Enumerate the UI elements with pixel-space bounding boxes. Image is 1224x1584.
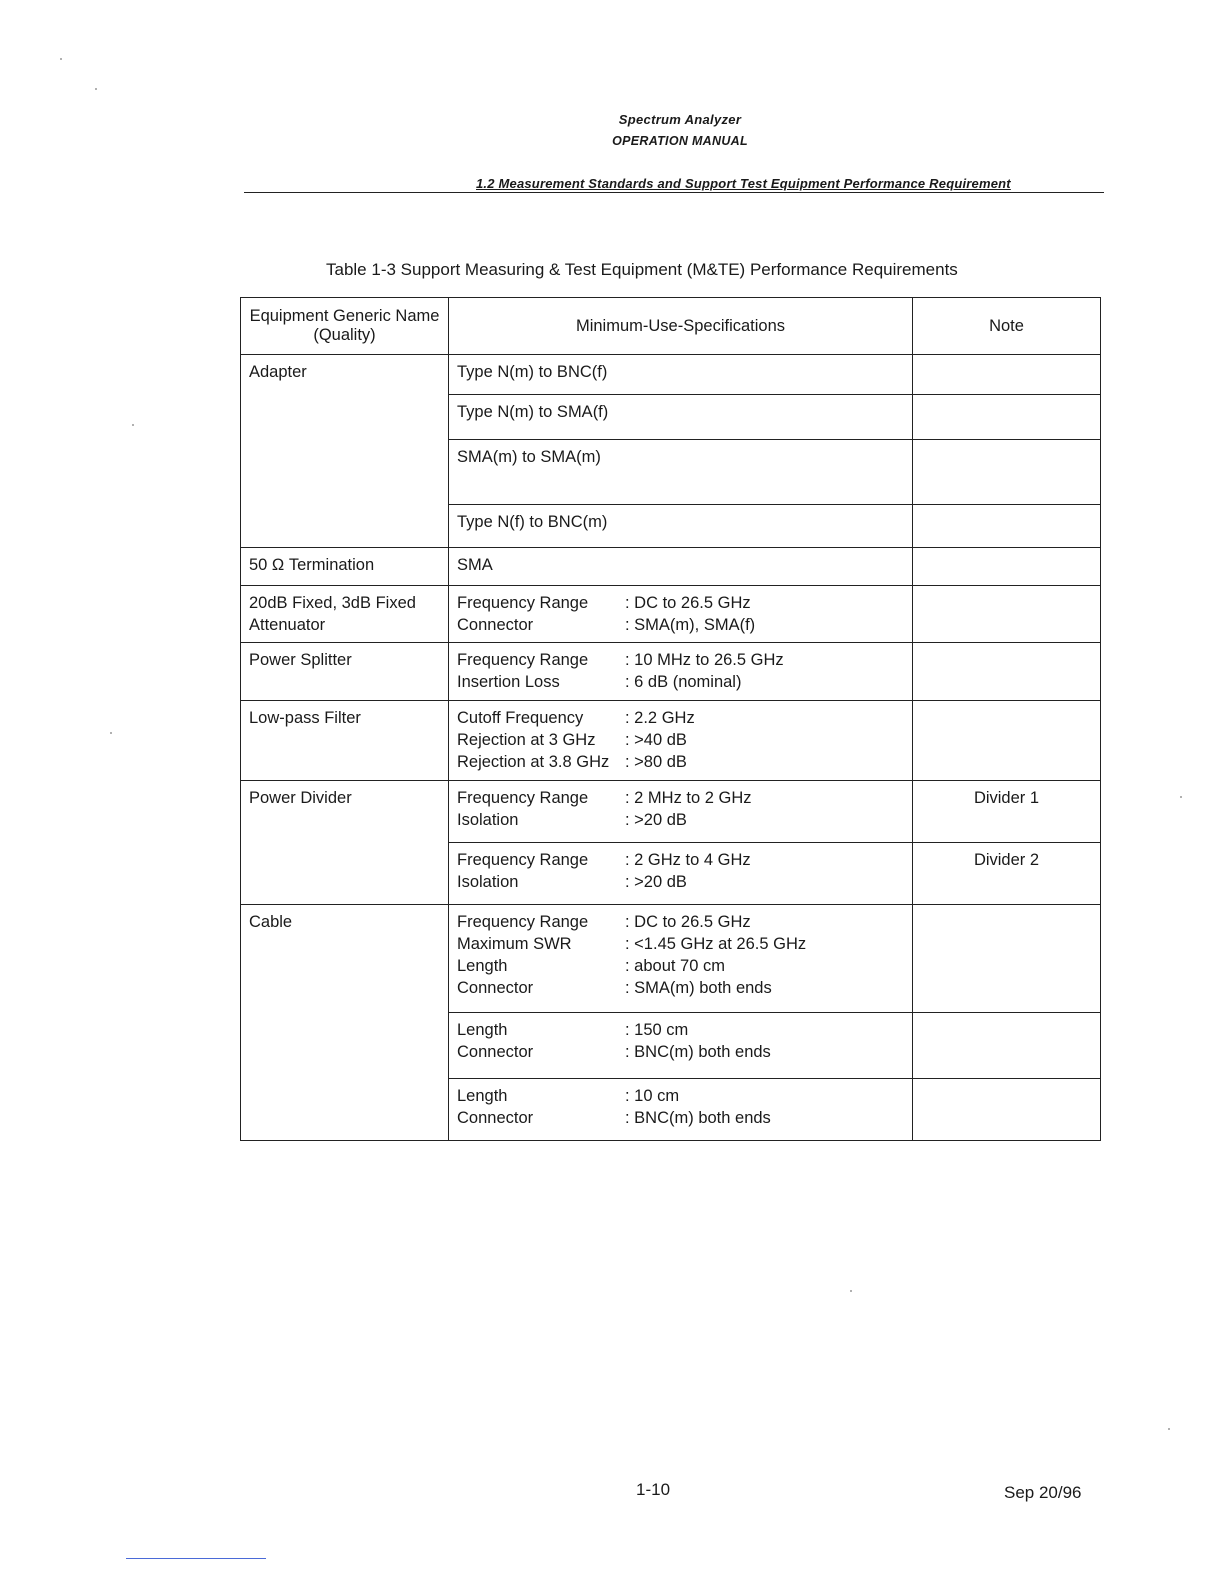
- note-cell: [913, 586, 1101, 643]
- spec-line: [457, 592, 904, 614]
- table-row: [241, 548, 1101, 586]
- equipment-name-cell: [241, 781, 449, 905]
- spec-line: [457, 977, 904, 999]
- note-cell: [913, 643, 1101, 701]
- scan-speck: [110, 732, 112, 734]
- spec-label: Isolation: [457, 811, 519, 829]
- specification-cell: [449, 586, 913, 643]
- specification-cell: [449, 701, 913, 781]
- scan-speck: [1168, 1428, 1170, 1430]
- spec-label: Connector: [457, 616, 534, 634]
- spec-label: Insertion Loss: [457, 673, 560, 691]
- spec-label: Isolation: [457, 873, 519, 891]
- spec-line: [457, 751, 904, 773]
- section-heading: 1.2 Measurement Standards and Support Test Equipment Performance Requirement: [476, 176, 1011, 191]
- spec-value: : 150 cm: [625, 1021, 689, 1039]
- spec-label: Frequency Range: [457, 913, 589, 931]
- specification-cell: [449, 843, 913, 905]
- spec-line: [457, 871, 904, 893]
- header-note: Note: [913, 298, 1101, 355]
- spec-line: [457, 1107, 904, 1129]
- spec-line: [457, 911, 904, 933]
- note-cell: [913, 548, 1101, 586]
- spec-value: : >20 dB: [625, 873, 687, 891]
- spec-label: Length: [457, 957, 508, 975]
- spec-line: [457, 1019, 904, 1041]
- spec-line: Type N(m) to SMA(f): [457, 403, 609, 421]
- scan-speck: [60, 58, 62, 60]
- equipment-name-cell: [241, 355, 449, 548]
- specification-cell: [449, 781, 913, 843]
- spec-line: [457, 849, 904, 871]
- header-equipment: Equipment Generic Name (Quality): [241, 298, 449, 355]
- spec-label: Rejection at 3.8 GHz: [457, 753, 610, 771]
- specification-cell: [449, 905, 913, 1013]
- spec-value: : BNC(m) both ends: [625, 1109, 771, 1127]
- note-cell: [913, 440, 1101, 505]
- equipment-name: Low-pass Filter: [249, 709, 361, 727]
- spec-value: : SMA(m) both ends: [625, 979, 772, 997]
- spec-line: [457, 787, 904, 809]
- equipment-name-cell: [241, 586, 449, 643]
- table-row: [241, 643, 1101, 701]
- spec-line: [457, 1085, 904, 1107]
- note-cell: [913, 1079, 1101, 1141]
- equipment-name-cell: [241, 548, 449, 586]
- spec-label: Cutoff Frequency: [457, 709, 584, 727]
- specification-cell: [449, 1079, 913, 1141]
- table-row: [241, 905, 1101, 1013]
- spec-value: : SMA(m), SMA(f): [625, 616, 756, 634]
- note-cell: [913, 505, 1101, 548]
- spec-line: Type N(f) to BNC(m): [457, 513, 608, 531]
- spec-label: Maximum SWR: [457, 935, 572, 953]
- page-number: 1-10: [636, 1480, 671, 1499]
- spec-line: [457, 649, 904, 671]
- equipment-name: 20dB Fixed, 3dB Fixed Attenuator: [249, 594, 416, 634]
- spec-line: [457, 955, 904, 977]
- spec-label: Length: [457, 1087, 508, 1105]
- spec-value: : <1.45 GHz at 26.5 GHz: [625, 935, 807, 953]
- spec-line: [457, 671, 904, 693]
- spec-value: : DC to 26.5 GHz: [625, 594, 751, 612]
- note-cell: Divider 1: [913, 781, 1101, 843]
- table-row: [241, 355, 1101, 395]
- spec-value: : >80 dB: [625, 753, 687, 771]
- revision-date: Sep 20/96: [1004, 1483, 1082, 1502]
- scan-speck: [1180, 796, 1182, 798]
- specification-cell: [449, 355, 913, 395]
- scan-speck: [95, 88, 97, 90]
- specification-cell: [449, 395, 913, 440]
- spec-line: SMA(m) to SMA(m): [457, 448, 601, 466]
- spec-line: [457, 707, 904, 729]
- equipment-name-cell: [241, 701, 449, 781]
- table-row: [241, 586, 1101, 643]
- specification-cell: [449, 643, 913, 701]
- equipment-requirements-table: [240, 297, 1101, 1141]
- spec-line: [457, 933, 904, 955]
- equipment-name: Power Divider: [249, 789, 352, 807]
- spec-value: : 2.2 GHz: [625, 709, 695, 727]
- spec-value: : >40 dB: [625, 731, 687, 749]
- spec-value: : 2 GHz to 4 GHz: [625, 851, 751, 869]
- spec-label: Connector: [457, 1043, 534, 1061]
- header-divider: [244, 192, 1104, 193]
- manual-subtitle: OPERATION MANUAL: [612, 134, 748, 148]
- table-caption: Table 1-3 Support Measuring & Test Equipment (M&TE) Performance Requirements: [326, 260, 958, 279]
- spec-value: : 6 dB (nominal): [625, 673, 742, 691]
- note-cell: [913, 905, 1101, 1013]
- note-cell: [913, 1013, 1101, 1079]
- spec-value: : 2 MHz to 2 GHz: [625, 789, 752, 807]
- table-row: [241, 701, 1101, 781]
- spec-line: [457, 809, 904, 831]
- spec-line: [457, 1041, 904, 1063]
- spec-value: : about 70 cm: [625, 957, 725, 975]
- spec-line: Type N(m) to BNC(f): [457, 363, 608, 381]
- scan-speck: [850, 1290, 852, 1292]
- specification-cell: [449, 505, 913, 548]
- spec-label: Frequency Range: [457, 789, 589, 807]
- specification-cell: [449, 1013, 913, 1079]
- spec-value: : >20 dB: [625, 811, 687, 829]
- equipment-name: 50 Ω Termination: [249, 556, 375, 574]
- note-cell: [913, 355, 1101, 395]
- spec-label: Frequency Range: [457, 651, 589, 669]
- specification-cell: [449, 440, 913, 505]
- equipment-name: Adapter: [249, 363, 307, 381]
- spec-value: : 10 cm: [625, 1087, 680, 1105]
- spec-label: Connector: [457, 1109, 534, 1127]
- note-cell: [913, 395, 1101, 440]
- spec-label: Connector: [457, 979, 534, 997]
- equipment-name-cell: [241, 905, 449, 1141]
- spec-value: : 10 MHz to 26.5 GHz: [625, 651, 784, 669]
- spec-label: Frequency Range: [457, 851, 589, 869]
- note-cell: [913, 701, 1101, 781]
- spec-label: Rejection at 3 GHz: [457, 731, 596, 749]
- scan-speck: [132, 424, 134, 426]
- spec-line: [457, 614, 904, 636]
- equipment-name: Power Splitter: [249, 651, 352, 669]
- specification-cell: [449, 548, 913, 586]
- equipment-name-cell: [241, 643, 449, 701]
- spec-label: Frequency Range: [457, 594, 589, 612]
- spec-label: Length: [457, 1021, 508, 1039]
- spec-value: : DC to 26.5 GHz: [625, 913, 751, 931]
- table-header-row: [241, 298, 1101, 355]
- manual-title: Spectrum Analyzer: [618, 112, 742, 127]
- equipment-name: Cable: [249, 913, 293, 931]
- table-row: [241, 781, 1101, 843]
- spec-line: [457, 729, 904, 751]
- footer-rule: [126, 1558, 266, 1559]
- header-specifications: Minimum-Use-Specifications: [449, 298, 913, 355]
- note-cell: Divider 2: [913, 843, 1101, 905]
- spec-value: : BNC(m) both ends: [625, 1043, 771, 1061]
- spec-line: SMA: [457, 556, 493, 574]
